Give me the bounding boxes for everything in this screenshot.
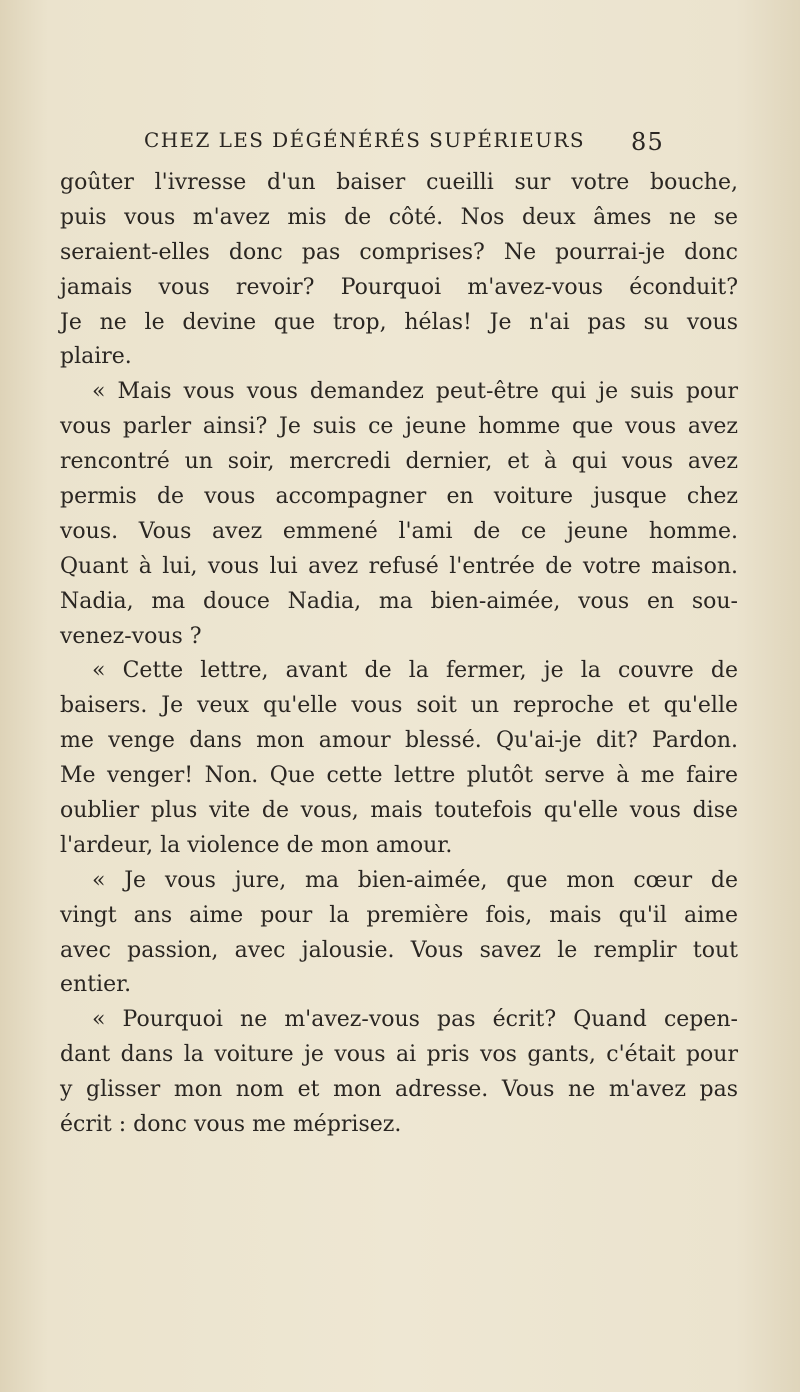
text-line: avec passion, avec jalousie. Vous savez le remplir tout: [60, 937, 738, 963]
text-line: goûter l'ivresse d'un baiser cueilli sur votre bouche,: [60, 170, 738, 195]
text-line: écrit : donc vous me méprisez.: [60, 1112, 402, 1138]
text-line: entier.: [60, 972, 132, 998]
text-line: « Je vous jure, ma bien-aimée, que mon cœur de: [92, 867, 738, 893]
text-line: Quant à lui, vous lui avez refusé l'entrée de votre maison.: [60, 553, 738, 579]
text-line: puis vous m'avez mis de côté. Nos deux âmes ne se: [60, 204, 738, 230]
text-line: Nadia, ma douce Nadia, ma bien-aimée, vous en sou-: [60, 588, 738, 614]
text-line: vingt ans aime pour la première fois, mais qu'il aime: [60, 902, 738, 928]
text-line: jamais vous revoir? Pourquoi m'avez-vous éconduit?: [60, 274, 738, 300]
text-line: y glisser mon nom et mon adresse. Vous ne m'avez pas: [60, 1077, 738, 1103]
text-line: Je ne le devine que trop, hélas! Je n'ai pas su vous: [60, 309, 738, 335]
text-line: seraient-elles donc pas comprises? Ne pourrai-je donc: [60, 239, 738, 265]
text-line: « Mais vous vous demandez peut-être qui je suis pour: [92, 379, 738, 405]
text-line: dant dans la voiture je vous ai pris vos gants, c'était pour: [60, 1042, 738, 1068]
text-line: baisers. Je veux qu'elle vous soit un reproche et qu'elle: [60, 693, 738, 719]
text-line: venez-vous ?: [60, 623, 202, 649]
text-line: oublier plus vite de vous, mais toutefois qu'elle vous dise: [60, 798, 738, 824]
text-line: me venge dans mon amour blessé. Qu'ai-je dit? Pardon.: [60, 728, 738, 754]
page-number: 85: [631, 128, 664, 156]
text-line: plaire.: [60, 344, 132, 370]
text-line: l'ardeur, la violence de mon amour.: [60, 832, 453, 858]
body-text: [60, 166, 738, 1143]
text-line: « Cette lettre, avant de la fermer, je la couvre de: [92, 658, 738, 684]
text-line: vous. Vous avez emmené l'ami de ce jeune homme.: [60, 518, 738, 544]
text-line: rencontré un soir, mercredi dernier, et à qui vous avez: [60, 449, 738, 475]
text-line: permis de vous accompagner en voiture jusque chez: [60, 484, 738, 510]
running-title: CHEZ LES DÉGÉNÉRÉS SUPÉRIEURS: [144, 128, 585, 152]
running-header: [144, 128, 664, 156]
text-line: Me venger! Non. Que cette lettre plutôt serve à me faire: [60, 763, 738, 789]
text-line: « Pourquoi ne m'avez-vous pas écrit? Quand cepen-: [92, 1007, 738, 1033]
text-line: vous parler ainsi? Je suis ce jeune homme que vous avez: [60, 414, 738, 440]
